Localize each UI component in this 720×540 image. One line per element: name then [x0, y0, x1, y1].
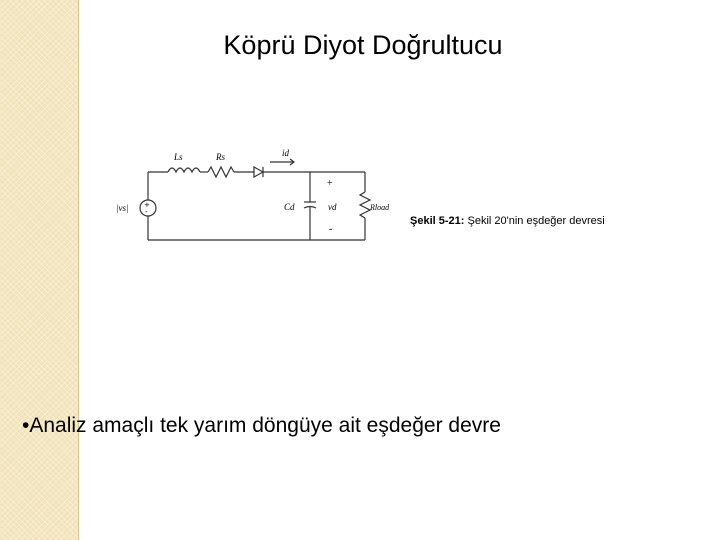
source-plus-sign: +: [144, 201, 150, 209]
resistor-rs: [208, 167, 234, 177]
caption-text: Şekil 20'nin eşdeğer devresi: [467, 215, 605, 227]
label-inductor: Ls: [174, 152, 183, 162]
label-capacitor: Cd: [284, 202, 295, 212]
label-current: id: [282, 148, 290, 158]
diode-triangle: [254, 167, 263, 177]
label-load: Rload: [370, 203, 390, 212]
label-voltage: vd: [328, 202, 337, 212]
label-minus: -: [329, 224, 333, 235]
label-source: |vs|: [116, 203, 129, 213]
decorative-side-band: [0, 0, 79, 540]
slide-title: Köprü Diyot Doğrultucu: [223, 30, 503, 60]
resistor-load: [360, 192, 370, 218]
inductor-coil: [168, 168, 200, 172]
figure-caption: [410, 214, 610, 229]
caption-label: Şekil 5-21:: [410, 215, 465, 227]
source-minus-sign: -: [145, 208, 148, 216]
bullet-point: •Analiz amaçlı tek yarım döngüye ait eşdeğer devre: [22, 414, 501, 437]
label-plus: +: [327, 178, 333, 189]
label-resistor: Rs: [216, 152, 225, 162]
circuit-diagram: [110, 140, 400, 250]
